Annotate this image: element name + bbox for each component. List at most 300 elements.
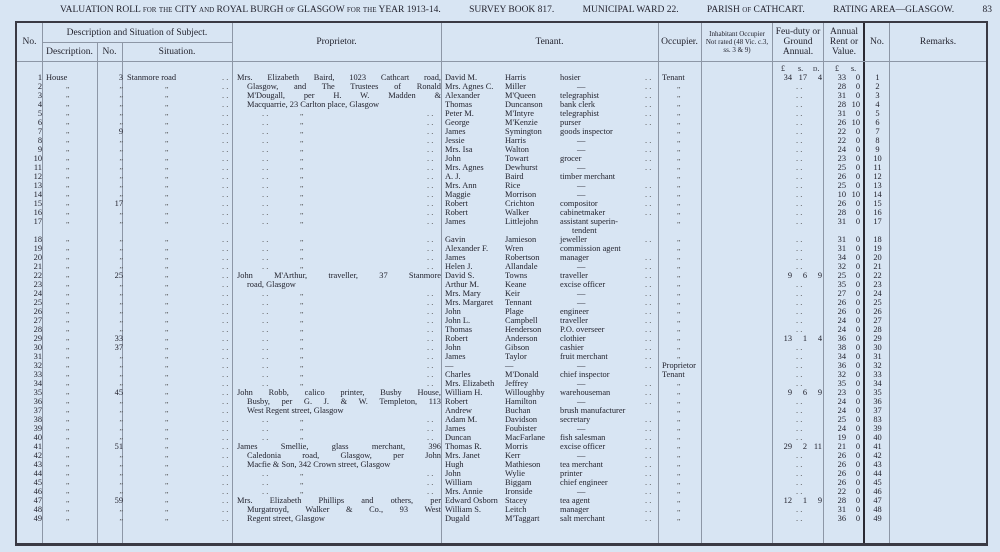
tenant-surname: Campbell: [505, 316, 538, 325]
house-number: ,,: [119, 244, 123, 252]
table-row: [17, 91, 990, 100]
proprietor: ,,: [300, 469, 304, 477]
leader-dots: . .: [222, 91, 229, 100]
rent-pounds: 31: [837, 244, 846, 253]
row-number: 2: [37, 82, 42, 91]
tenant-first-name: Mrs. Agnes: [445, 163, 484, 172]
leader-dots: . .: [222, 280, 229, 289]
row-number-right: 34: [873, 379, 882, 388]
table-row: [17, 325, 990, 334]
house-number: ,,: [119, 451, 123, 459]
description: ,,: [66, 289, 70, 297]
leader-dots: . .: [262, 145, 269, 154]
leader-dots: . .: [427, 136, 434, 145]
description: ,,: [66, 82, 70, 90]
feu-shillings: 6: [802, 388, 807, 397]
table-row: [17, 289, 990, 298]
rent-shillings: 0: [855, 496, 860, 505]
tenant-occupation: —: [577, 145, 586, 154]
leader-dots: . .: [645, 190, 652, 199]
leader-dots: . .: [262, 262, 269, 271]
table-row: [17, 109, 990, 118]
occupier: ,,: [677, 442, 681, 450]
feu-shillings: 1: [802, 334, 807, 343]
row-number-right: 7: [875, 127, 880, 136]
row-number-right: 17: [873, 217, 882, 226]
leader-dots: . .: [222, 307, 229, 316]
leader-dots: . .: [645, 181, 652, 190]
leader-dots: . .: [427, 316, 434, 325]
description: ,,: [66, 271, 70, 279]
row-number: 7: [37, 127, 42, 136]
leader-dots: . .: [796, 343, 803, 352]
description: ,,: [66, 298, 70, 306]
feu-pence: 4: [817, 73, 822, 82]
rent-shillings: 0: [855, 406, 860, 415]
rent-pounds: 24: [837, 397, 846, 406]
tenant-first-name: Mrs. Isa: [445, 145, 473, 154]
situation: ,,: [165, 244, 169, 252]
situation: ,,: [165, 325, 169, 333]
leader-dots: . .: [222, 334, 229, 343]
leader-dots: . .: [645, 91, 652, 100]
tenant-first-name: Jessie: [445, 136, 465, 145]
occupier: ,,: [677, 271, 681, 279]
row-number: 33: [33, 370, 42, 379]
row-number-right: 28: [873, 325, 882, 334]
rent-pounds: 31: [837, 91, 846, 100]
leader-dots: . .: [796, 100, 803, 109]
row-number: 35: [33, 388, 42, 397]
proprietor: ,,: [300, 343, 304, 351]
rent-shillings: 10: [851, 118, 860, 127]
house-number: ,,: [119, 325, 123, 333]
rent-shillings: 0: [855, 478, 860, 487]
table-row: [17, 451, 990, 460]
unit-rent-pounds: £: [835, 64, 839, 73]
leader-dots: . .: [222, 100, 229, 109]
rent-pounds: 23: [837, 388, 846, 397]
situation: ,,: [165, 424, 169, 432]
leader-dots: . .: [796, 145, 803, 154]
table-row: [17, 307, 990, 316]
situation: ,,: [165, 136, 169, 144]
table-row: [17, 154, 990, 163]
house-number: ,,: [119, 136, 123, 144]
tenant-surname: Willoughby: [505, 388, 545, 397]
leader-dots: . .: [222, 406, 229, 415]
row-number-right: 3: [875, 91, 880, 100]
occupier: ,,: [677, 478, 681, 486]
house-number: ,,: [119, 379, 123, 387]
leader-dots: . .: [222, 487, 229, 496]
tenant-surname: Walton: [505, 145, 529, 154]
leader-dots: . .: [645, 262, 652, 271]
col-remarks: Remarks.: [919, 37, 957, 47]
table-row: [17, 505, 990, 514]
proprietor: M'Dougall, per H. W. Madden &: [247, 91, 441, 100]
description: ,,: [66, 433, 70, 441]
house-number: ,,: [119, 316, 123, 324]
house-number: 45: [114, 388, 123, 397]
leader-dots: . .: [427, 145, 434, 154]
proprietor: Mrs. Elizabeth Baird, 1023 Cathcart road,: [237, 73, 441, 82]
tenant-first-name: Dugald: [445, 514, 470, 523]
house-number: ,,: [119, 109, 123, 117]
page-number: 83: [982, 5, 992, 15]
rent-pounds: 26: [837, 118, 846, 127]
table-row: [17, 343, 990, 352]
row-number: 24: [33, 289, 42, 298]
occupier: Tenant: [662, 370, 685, 379]
proprietor: ,,: [300, 370, 304, 378]
col-feu: Feu-duty or Ground Annual.: [775, 27, 821, 57]
row-number-right: 18: [873, 235, 882, 244]
row-number: 10: [33, 154, 42, 163]
occupier: ,,: [677, 451, 681, 459]
leader-dots: . .: [645, 208, 652, 217]
leader-dots: . .: [222, 514, 229, 523]
table-row: [17, 415, 990, 424]
tenant-first-name: Hugh: [445, 460, 464, 469]
leader-dots: . .: [796, 190, 803, 199]
house-number: ,,: [119, 424, 123, 432]
leader-dots: . .: [796, 127, 803, 136]
proprietor: road, Glasgow: [247, 280, 296, 289]
row-number-right: 45: [873, 478, 882, 487]
tenant-occupation: excise officer: [560, 280, 606, 289]
leader-dots: . .: [222, 397, 229, 406]
rent-shillings: 0: [855, 307, 860, 316]
house-number: ,,: [119, 352, 123, 360]
proprietor: ,,: [300, 208, 304, 216]
table-row: [17, 127, 990, 136]
leader-dots: . .: [222, 199, 229, 208]
row-number-right: 22: [873, 271, 882, 280]
tenant-surname: Mathieson: [505, 460, 541, 469]
proprietor: Mrs. Elizabeth Phillips and others, per: [237, 496, 441, 505]
tenant-occupation: chief engineer: [560, 478, 608, 487]
tenant-surname: Duncanson: [505, 100, 543, 109]
tenant-surname: Morrison: [505, 190, 537, 199]
rent-pounds: 31: [837, 235, 846, 244]
rent-pounds: 25: [837, 415, 846, 424]
row-number: 26: [33, 307, 42, 316]
tenant-surname: Harris: [505, 73, 526, 82]
table-row: [17, 388, 990, 397]
rent-pounds: 24: [837, 145, 846, 154]
leader-dots: . .: [645, 235, 652, 244]
occupier: ,,: [677, 487, 681, 495]
leader-dots: . .: [427, 199, 434, 208]
situation: ,,: [165, 82, 169, 90]
leader-dots: . .: [222, 469, 229, 478]
rent-shillings: 0: [855, 334, 860, 343]
tenant-surname: Keane: [505, 280, 527, 289]
situation: ,,: [165, 118, 169, 126]
house-number: ,,: [119, 370, 123, 378]
tenant-surname: Crichton: [505, 199, 535, 208]
tenant-occupation: fish salesman: [560, 433, 606, 442]
leader-dots: . .: [427, 109, 434, 118]
tenant-occupation: printer: [560, 469, 583, 478]
description: ,,: [66, 253, 70, 261]
table-row: [17, 469, 990, 478]
leader-dots: . .: [222, 82, 229, 91]
leader-dots: . .: [645, 505, 652, 514]
occupier: ,,: [677, 514, 681, 522]
leader-dots: . .: [645, 145, 652, 154]
description: ,,: [66, 514, 70, 522]
leader-dots: . .: [796, 289, 803, 298]
tenant-occupation: goods inspector: [560, 127, 613, 136]
proprietor: ,,: [300, 262, 304, 270]
rent-shillings: 0: [855, 370, 860, 379]
rent-shillings: 0: [855, 145, 860, 154]
rent-pounds: 26: [837, 298, 846, 307]
occupier: ,,: [677, 235, 681, 243]
tenant-surname: —: [505, 361, 514, 370]
tenant-occupation: —: [577, 163, 586, 172]
house-number: ,,: [119, 406, 123, 414]
description: ,,: [66, 388, 70, 396]
row-number-right: 47: [873, 496, 882, 505]
row-number: 5: [37, 109, 42, 118]
description: ,,: [66, 469, 70, 477]
row-number: 48: [33, 505, 42, 514]
description: ,,: [66, 406, 70, 414]
proprietor: ,,: [300, 244, 304, 252]
tenant-first-name: Helen J.: [445, 262, 473, 271]
table-row: [17, 496, 990, 505]
tenant-surname: Allandale: [505, 262, 538, 271]
row-number-right: 2: [875, 82, 880, 91]
leader-dots: . .: [796, 172, 803, 181]
row-number-right: 48: [873, 505, 882, 514]
tenant-occupation: timber merchant: [560, 172, 616, 181]
leader-dots: . .: [796, 136, 803, 145]
leader-dots: . .: [262, 433, 269, 442]
leader-dots: . .: [222, 235, 229, 244]
leader-dots: . .: [645, 334, 652, 343]
row-number-right: 8: [875, 136, 880, 145]
situation: ,,: [165, 397, 169, 405]
description: ,,: [66, 235, 70, 243]
table-row: [17, 424, 990, 433]
description: ,,: [66, 442, 70, 450]
occupier: ,,: [677, 199, 681, 207]
proprietor: Regent street, Glasgow: [247, 514, 325, 523]
situation: ,,: [165, 199, 169, 207]
unit-pounds: £: [781, 64, 785, 73]
occupier: ,,: [677, 397, 681, 405]
tenant-surname: M'Donald: [505, 370, 539, 379]
description: ,,: [66, 334, 70, 342]
tenant-surname: Walker: [505, 208, 529, 217]
occupier: ,,: [677, 190, 681, 198]
occupier: ,,: [677, 496, 681, 504]
leader-dots: . .: [796, 424, 803, 433]
table-row: [17, 334, 990, 343]
leader-dots: . .: [427, 334, 434, 343]
rent-shillings: 0: [855, 163, 860, 172]
col-no2: No.: [870, 37, 884, 47]
situation: ,,: [165, 415, 169, 423]
rent-shillings: 10: [851, 100, 860, 109]
tenant-first-name: Thomas: [445, 325, 472, 334]
leader-dots: . .: [262, 172, 269, 181]
unit-rent-shillings: s.: [851, 64, 857, 73]
rent-shillings: 0: [855, 343, 860, 352]
house-number: ,,: [119, 253, 123, 261]
row-number: 1: [37, 73, 42, 82]
leader-dots: . .: [796, 505, 803, 514]
tenant-occupation: secretary: [560, 415, 591, 424]
col-rent: Annual Rent or Value.: [829, 27, 859, 57]
tenant-first-name: James: [445, 424, 466, 433]
rent-pounds: 32: [837, 262, 846, 271]
row-number-right: 42: [873, 451, 882, 460]
table-row: [17, 478, 990, 487]
leader-dots: . .: [262, 307, 269, 316]
rent-pounds: 31: [837, 505, 846, 514]
leader-dots: . .: [262, 289, 269, 298]
situation: ,,: [165, 370, 169, 378]
table-row: [17, 163, 990, 172]
house-number: 37: [114, 343, 123, 352]
leader-dots: . .: [645, 397, 652, 406]
occupier: ,,: [677, 352, 681, 360]
tenant-occupation: P.O. overseer: [560, 325, 605, 334]
leader-dots: . .: [645, 460, 652, 469]
leader-dots: . .: [222, 388, 229, 397]
leader-dots: . .: [645, 487, 652, 496]
leader-dots: . .: [645, 100, 652, 109]
rent-pounds: 26: [837, 199, 846, 208]
tenant-surname: M'Intyre: [505, 109, 534, 118]
feu-pounds: 9: [787, 388, 792, 397]
leader-dots: . .: [427, 361, 434, 370]
situation: ,,: [165, 379, 169, 387]
rent-pounds: 26: [837, 460, 846, 469]
row-number: 41: [33, 442, 42, 451]
tenant-occupation: purser: [560, 118, 581, 127]
tenant-surname: Hamilton: [505, 397, 537, 406]
row-number: 3: [37, 91, 42, 100]
situation: ,,: [165, 352, 169, 360]
proprietor: Macquarrie, 23 Carlton place, Glasgow: [247, 100, 380, 109]
leader-dots: . .: [796, 325, 803, 334]
house-number: ,,: [119, 235, 123, 243]
table-row: [17, 397, 990, 406]
house-number: ,,: [119, 262, 123, 270]
occupier: ,,: [677, 91, 681, 99]
occupier: ,,: [677, 208, 681, 216]
tenant-occupation: fruit merchant: [560, 352, 608, 361]
occupier: ,,: [677, 334, 681, 342]
leader-dots: . .: [645, 199, 652, 208]
table-row: [17, 433, 990, 442]
house-number: ,,: [119, 118, 123, 126]
situation: ,,: [165, 451, 169, 459]
row-number: 22: [33, 271, 42, 280]
row-number-right: 9: [875, 145, 880, 154]
tenant-first-name: Arthur M.: [445, 280, 479, 289]
description: ,,: [66, 127, 70, 135]
leader-dots: . .: [262, 424, 269, 433]
leader-dots: . .: [645, 352, 652, 361]
leader-dots: . .: [262, 298, 269, 307]
row-number: 21: [33, 262, 42, 271]
table-row: [17, 190, 990, 199]
tenant-first-name: Andrew: [445, 406, 472, 415]
rent-pounds: 36: [837, 334, 846, 343]
leader-dots: . .: [645, 442, 652, 451]
table-row: [17, 442, 990, 451]
tenant-occupation: —: [577, 487, 586, 496]
row-number-right: 39: [873, 424, 882, 433]
tenant-surname: Wren: [505, 244, 524, 253]
description: ,,: [66, 244, 70, 252]
tenant-surname: Baird: [505, 172, 524, 181]
leader-dots: . .: [222, 298, 229, 307]
proprietor: ,,: [300, 361, 304, 369]
occupier: ,,: [677, 316, 681, 324]
row-number-right: 44: [873, 469, 882, 478]
row-number-right: 33: [873, 370, 882, 379]
proprietor: ,,: [300, 217, 304, 225]
description: ,,: [66, 478, 70, 486]
description: ,,: [66, 460, 70, 468]
table-row: [17, 217, 990, 226]
row-number-right: 46: [873, 487, 882, 496]
col-situation: Situation.: [158, 46, 196, 57]
proprietor: ,,: [300, 235, 304, 243]
proprietor: ,,: [300, 127, 304, 135]
leader-dots: . .: [222, 370, 229, 379]
rent-shillings: 0: [855, 136, 860, 145]
rent-shillings: 0: [855, 262, 860, 271]
rent-shillings: 0: [855, 253, 860, 262]
leader-dots: . .: [796, 244, 803, 253]
leader-dots: . .: [427, 172, 434, 181]
row-number-right: 29: [873, 334, 882, 343]
tenant-first-name: Alexander F.: [445, 244, 489, 253]
tenant-occupation: —: [577, 289, 586, 298]
situation: ,,: [165, 163, 169, 171]
tenant-first-name: Mrs. Annie: [445, 487, 483, 496]
leader-dots: . .: [645, 343, 652, 352]
proprietor: ,,: [300, 172, 304, 180]
tenant-surname: Plage: [505, 307, 524, 316]
leader-dots: . .: [262, 253, 269, 262]
row-number-right: 4: [875, 100, 880, 109]
row-number: 11: [33, 163, 42, 172]
leader-dots: . .: [427, 118, 434, 127]
leader-dots: . .: [222, 433, 229, 442]
rent-shillings: 0: [855, 352, 860, 361]
leader-dots: . .: [427, 415, 434, 424]
proprietor: Caledonia road, Glasgow, per John: [247, 451, 441, 460]
leader-dots: . .: [222, 190, 229, 199]
situation: ,,: [165, 190, 169, 198]
table-row: [17, 370, 990, 379]
house-number: ,,: [119, 181, 123, 189]
situation: ,,: [165, 361, 169, 369]
description: ,,: [66, 145, 70, 153]
table-row-continuation: [17, 226, 990, 235]
rent-pounds: 25: [837, 163, 846, 172]
